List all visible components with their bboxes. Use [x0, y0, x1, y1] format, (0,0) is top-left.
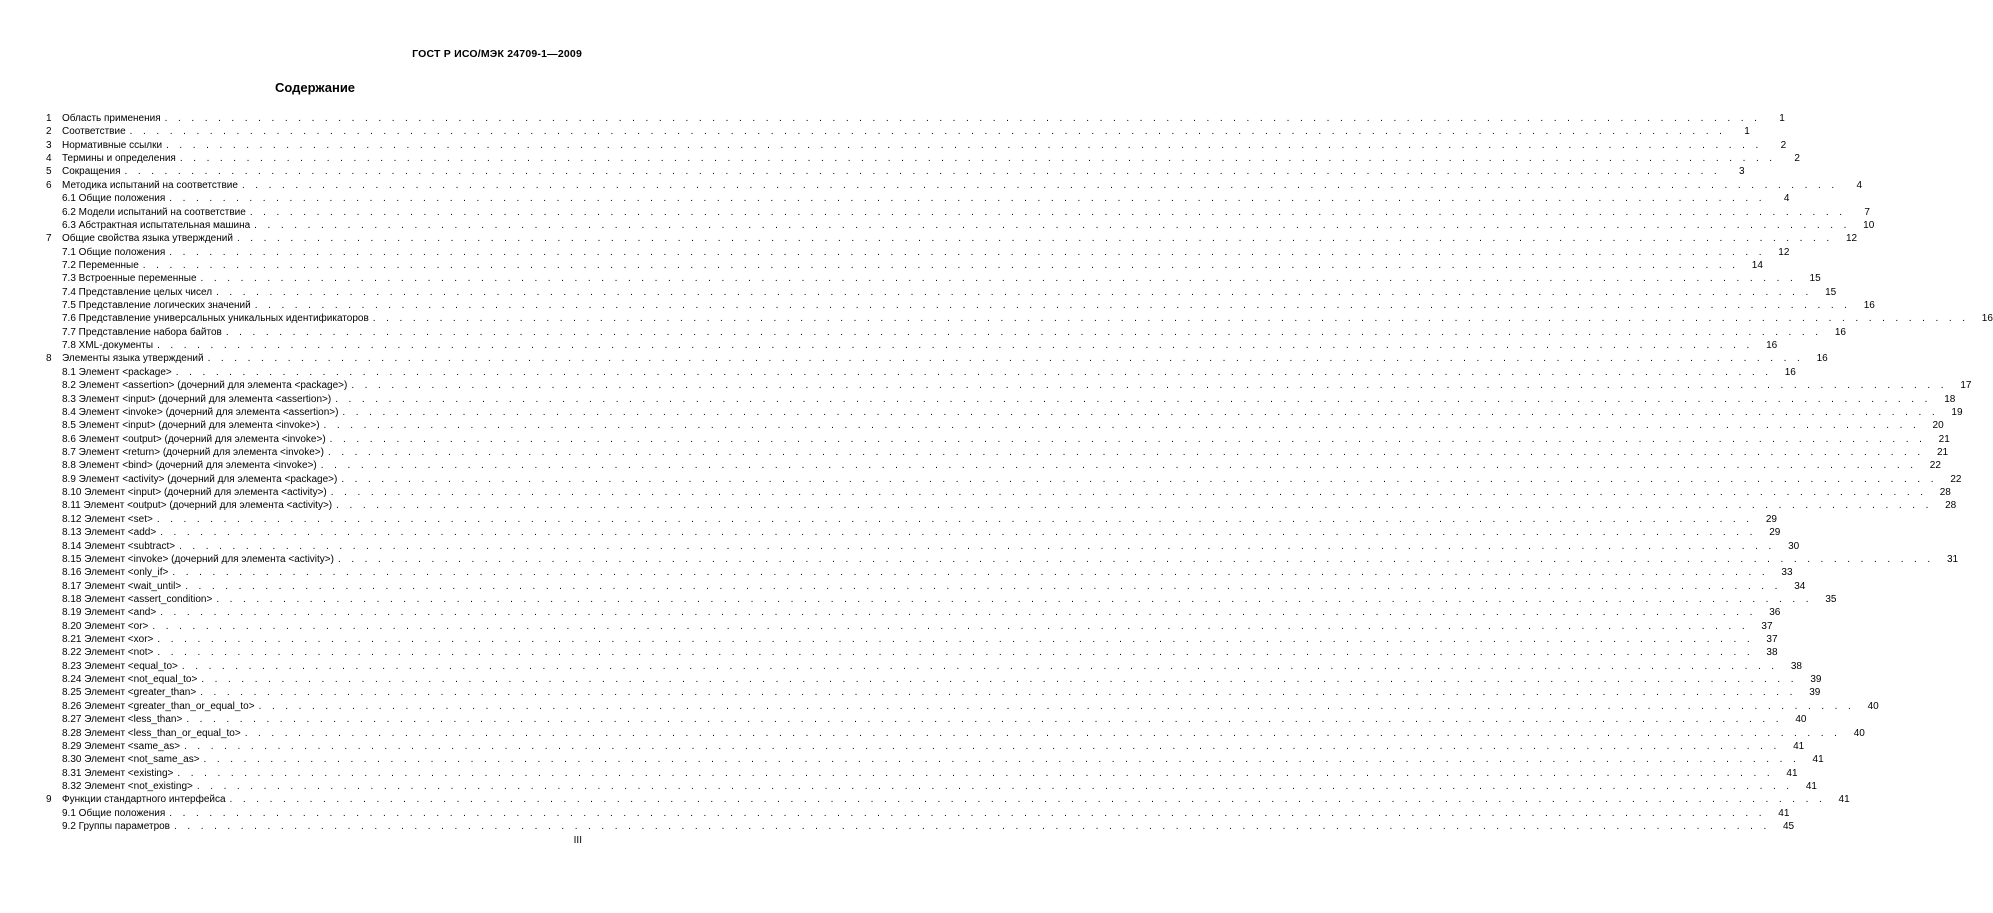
toc-entry-page: 16 — [1766, 340, 1778, 352]
dot-leader: . . . . . . . . . . . . . . . . . . . . . . . . . . . . . . . . . . . . . . . . . . . . . . . . . . . . . . . . . . . . . . . . . . . . . . . . . . . . . . . . . . . . . . . . . . . . . . . . . . . . . . . . . . . . . . . . . . . . . . . . — [172, 567, 1769, 579]
dot-leader: . . . . . . . . . . . . . . . . . . . . . . . . . . . . . . . . . . . . . . . . . . . . . . . . . . . . . . . . . . . . . . . . . . . . . . . . . . . . . . . . . . . . . . . . . . . . . . . . . . . . . . . . . . . . . . . . . . . . . . . . — [336, 500, 1933, 512]
toc-entry — [46, 433, 1950, 446]
toc-entry-number: 8 — [46, 353, 52, 365]
toc-entry — [46, 807, 1790, 820]
toc-entry — [46, 686, 1821, 699]
toc-entry-label: 7.6 Представление универсальных уникальных идентификаторов — [62, 313, 369, 325]
toc-entry — [46, 112, 1785, 125]
toc-entry-label: 8.16 Элемент <only_if> — [62, 567, 169, 579]
toc-entry-page: 39 — [1810, 674, 1822, 686]
toc-entry-page: 40 — [1795, 714, 1807, 726]
toc-entry — [46, 606, 1781, 619]
dot-leader: . . . . . . . . . . . . . . . . . . . . . . . . . . . . . . . . . . . . . . . . . . . . . . . . . . . . . . . . . . . . . . . . . . . . . . . . . . . . . . . . . . . . . . . . . . . . . . . . . . . . . . . . . . . . . . . . . . . . . . . . — [341, 473, 1938, 485]
dot-leader: . . . . . . . . . . . . . . . . . . . . . . . . . . . . . . . . . . . . . . . . . . . . . . . . . . . . . . . . . . . . . . . . . . . . . . . . . . . . . . . . . . . . . . . . . . . . . . . . . . . . . . . . . . . . . . . . . . . . . . . . — [184, 740, 1781, 752]
dot-leader: . . . . . . . . . . . . . . . . . . . . . . . . . . . . . . . . . . . . . . . . . . . . . . . . . . . . . . . . . . . . . . . . . . . . . . . . . . . . . . . . . . . . . . . . . . . . . . . . . . . . . . . . . . . . . . . . . . . . . . . . — [160, 607, 1757, 619]
toc-entry — [46, 232, 1858, 245]
toc-entry-label: 8.3 Элемент <input> (дочерний для элемента <assertion>) — [62, 393, 332, 405]
toc-entry-page: 29 — [1769, 527, 1781, 539]
toc-entry-page: 14 — [1751, 259, 1763, 271]
toc-entry-label: 8.17 Элемент <wait_until> — [62, 580, 182, 592]
page-title: Содержание — [274, 80, 356, 95]
toc-entry-page: 41 — [1805, 780, 1817, 792]
toc-entry-label: 8.1 Элемент <package> — [62, 366, 172, 378]
toc-entry-page: 12 — [1778, 246, 1790, 258]
toc-entry — [46, 820, 1795, 833]
toc-entry-label: 8.23 Элемент <equal_to> — [62, 660, 178, 672]
toc-entry-page: 1 — [1779, 113, 1785, 124]
toc-entry-label: 8.29 Элемент <same_as> — [62, 740, 181, 752]
toc-entry-page: 29 — [1765, 513, 1777, 525]
toc-entry-page: 16 — [1981, 313, 1993, 325]
toc-entry-number: 2 — [46, 126, 52, 138]
toc-entry — [46, 620, 1773, 633]
toc-entry-page: 4 — [1856, 179, 1863, 191]
dot-leader: . . . . . . . . . . . . . . . . . . . . . . . . . . . . . . . . . . . . . . . . . . . . . . . . . . . . . . . . . . . . . . . . . . . . . . . . . . . . . . . . . . . . . . . . . . . . . . . . . . . . . . . . . . . . . . . . . . . . . . . . — [207, 353, 1804, 365]
toc-entry-label: 8.5 Элемент <input> (дочерний для элемента <invoke>) — [62, 420, 320, 432]
toc-entry — [46, 286, 1837, 299]
dot-leader: . . . . . . . . . . . . . . . . . . . . . . . . . . . . . . . . . . . . . . . . . . . . . . . . . . . . . . . . . . . . . . . . . . . . . . . . . . . . . . . . . . . . . . . . . . . . . . . . . . . . . . . . . . . . . . . . . . . . . . . . — [323, 420, 1920, 432]
toc-entry-page: 19 — [1951, 406, 1963, 418]
toc-entry — [46, 673, 1822, 686]
page-number: III — [573, 835, 582, 846]
toc-entry-page: 17 — [1960, 380, 1972, 392]
toc-entry — [46, 139, 1787, 152]
toc-entry-page: 16 — [1784, 366, 1796, 378]
toc-entry-label: 8.15 Элемент <invoke> (дочерний для элемента <activity>) — [62, 553, 334, 565]
toc-entry — [46, 580, 1806, 593]
dot-leader: . . . . . . . . . . . . . . . . . . . . . . . . . . . . . . . . . . . . . . . . . . . . . . . . . . . . . . . . . . . . . . . . . . . . . . . . . . . . . . . . . . . . . . . . . . . . . . . . . . . . . . . . . . . . . . . . . . . . . . . . — [236, 233, 1834, 245]
toc-entry-page: 1 — [1744, 126, 1750, 138]
toc-entry — [46, 740, 1805, 753]
toc-entry-page: 41 — [1838, 794, 1850, 806]
dot-leader: . . . . . . . . . . . . . . . . . . . . . . . . . . . . . . . . . . . . . . . . . . . . . . . . . . . . . . . . . . . . . . . . . . . . . . . . . . . . . . . . . . . . . . . . . . . . . . . . . . . . . . . . . . . . . . . . . . . . . . . . — [152, 620, 1749, 632]
dot-leader: . . . . . . . . . . . . . . . . . . . . . . . . . . . . . . . . . . . . . . . . . . . . . . . . . . . . . . . . . . . . . . . . . . . . . . . . . . . . . . . . . . . . . . . . . . . . . . . . . . . . . . . . . . . . . . . . . . . . . . . . — [335, 393, 1932, 405]
toc-entry — [46, 419, 1944, 432]
toc-entry — [46, 473, 1962, 486]
dot-leader: . . . . . . . . . . . . . . . . . . . . . . . . . . . . . . . . . . . . . . . . . . . . . . . . . . . . . . . . . . . . . . . . . . . . . . . . . . . . . . . . . . . . . . . . . . . . . . . . . . . . . . . . . . . . . . . . . . . . . . . . — [330, 487, 1927, 499]
toc-entry-label: 8.4 Элемент <invoke> (дочерний для элемента <assertion>) — [62, 406, 339, 418]
toc-entry-page: 31 — [1946, 553, 1959, 565]
dot-leader: . . . . . . . . . . . . . . . . . . . . . . . . . . . . . . . . . . . . . . . . . . . . . . . . . . . . . . . . . . . . . . . . . . . . . . . . . . . . . . . . . . . . . . . . . . . . . . . . . . . . . . . . . . . . . . . . . . . . . . . . — [186, 714, 1783, 726]
toc-entry — [46, 793, 1850, 806]
dot-leader: . . . . . . . . . . . . . . . . . . . . . . . . . . . . . . . . . . . . . . . . . . . . . . . . . . . . . . . . . . . . . . . . . . . . . . . . . . . . . . . . . . . . . . . . . . . . . . . . . . . . . . . . . . . . . . . . . . . . . . . . — [216, 593, 1813, 605]
toc-entry-page: 38 — [1790, 660, 1802, 672]
toc-entry-page: 4 — [1783, 193, 1790, 205]
toc-entry-page: 41 — [1812, 754, 1824, 766]
toc-entry-label: Методика испытаний на соответствие — [62, 179, 238, 191]
dot-leader: . . . . . . . . . . . . . . . . . . . . . . . . . . . . . . . . . . . . . . . . . . . . . . . . . . . . . . . . . . . . . . . . . . . . . . . . . . . . . . . . . . . . . . . . . . . . . . . . . . . . . . . . . . . . . . . . . . . . . . . . — [225, 326, 1822, 338]
dot-leader: . . . . . . . . . . . . . . . . . . . . . . . . . . . . . . . . . . . . . . . . . . . . . . . . . . . . . . . . . . . . . . . . . . . . . . . . . . . . . . . . . . . . . . . . . . . . . . . . . . . . . . . . . . . . . . . . . . . . . . . . — [200, 273, 1797, 285]
toc-entry-label: 8.31 Элемент <existing> — [62, 767, 174, 779]
toc-entry-label: 8.14 Элемент <subtract> — [62, 540, 176, 552]
dot-leader: . . . . . . . . . . . . . . . . . . . . . . . . . . . . . . . . . . . . . . . . . . . . . . . . . . . . . . . . . . . . . . . . . . . . . . . . . . . . . . . . . . . . . . . . . . . . . . . . . . . . . . . . . . . . . . . . . . . . . . . . — [372, 313, 1969, 325]
toc-entry — [46, 499, 1957, 512]
toc-entry — [46, 727, 1865, 740]
toc-entry — [46, 339, 1778, 352]
toc-entry-label: 8.2 Элемент <assertion> (дочерний для элемента <package>) — [62, 380, 348, 392]
toc-entry — [46, 246, 1790, 259]
dot-leader: . . . . . . . . . . . . . . . . . . . . . . . . . . . . . . . . . . . . . . . . . . . . . . . . . . . . . . . . . . . . . . . . . . . . . . . . . . . . . . . . . . . . . . . . . . . . . . . . . . . . . . . . . . . . . . . . . . . . . . . . — [351, 380, 1948, 392]
toc-entry-label: 7.1 Общие положения — [62, 246, 166, 258]
dot-leader: . . . . . . . . . . . . . . . . . . . . . . . . . . . . . . . . . . . . . . . . . . . . . . . . . . . . . . . . . . . . . . . . . . . . . . . . . . . . . . . . . . . . . . . . . . . . . . . . . . . . . . . . . . . . . . . . . . . . . . . . — [181, 660, 1778, 672]
toc-entry-page: 16 — [1834, 326, 1846, 338]
dot-leader: . . . . . . . . . . . . . . . . . . . . . . . . . . . . . . . . . . . . . . . . . . . . . . . . . . . . . . . . . . . . . . . . . . . . . . . . . . . . . . . . . . . . . . . . . . . . . . . . . . . . . . . . . . . . . . . . . . . . . . . . — [156, 513, 1753, 525]
toc-entry-page: 7 — [1864, 206, 1870, 218]
toc-entry-label: 6.1 Общие положения — [62, 193, 166, 205]
dot-leader: . . . . . . . . . . . . . . . . . . . . . . . . . . . . . . . . . . . . . . . . . . . . . . . . . . . . . . . . . . . . . . . . . . . . . . . . . . . . . . . . . . . . . . . . . . . . . . . . . . . . . . . . . . . . . . . . . . . . . . . . — [142, 259, 1739, 271]
dot-leader: . . . . . . . . . . . . . . . . . . . . . . . . . . . . . . . . . . . . . . . . . . . . . . . . . . . . . . . . . . . . . . . . . . . . . . . . . . . . . . . . . . . . . . . . . . . . . . . . . . . . . . . . . . . . . . . . . . . . . . . . — [157, 634, 1754, 646]
toc-entry — [46, 780, 1817, 793]
toc-entry-page: 18 — [1944, 393, 1956, 405]
dot-leader: . . . . . . . . . . . . . . . . . . . . . . . . . . . . . . . . . . . . . . . . . . . . . . . . . . . . . . . . . . . . . . . . . . . . . . . . . . . . . . . . . . . . . . . . . . . . . . . . . . . . . . . . . . . . . . . . . . . . . . . . — [258, 700, 1855, 712]
toc-entry — [46, 660, 1802, 673]
toc-entry-page: 21 — [1938, 433, 1950, 445]
dot-leader: . . . . . . . . . . . . . . . . . . . . . . . . . . . . . . . . . . . . . . . . . . . . . . . . . . . . . . . . . . . . . . . . . . . . . . . . . . . . . . . . . . . . . . . . . . . . . . . . . . . . . . . . . . . . . . . . . . . . . . . . — [337, 553, 1935, 565]
toc-entry-label: 8.30 Элемент <not_same_as> — [62, 754, 200, 766]
toc-entry-label: 8.7 Элемент <return> (дочерний для элемента <invoke>) — [62, 446, 324, 458]
dot-leader: . . . . . . . . . . . . . . . . . . . . . . . . . . . . . . . . . . . . . . . . . . . . . . . . . . . . . . . . . . . . . . . . . . . . . . . . . . . . . . . . . . . . . . . . . . . . . . . . . . . . . . . . . . . . . . . . . . . . . . . . — [203, 754, 1800, 766]
dot-leader: . . . . . . . . . . . . . . . . . . . . . . . . . . . . . . . . . . . . . . . . . . . . . . . . . . . . . . . . . . . . . . . . . . . . . . . . . . . . . . . . . . . . . . . . . . . . . . . . . . . . . . . . . . . . . . . . . . . . . . . . — [124, 166, 1721, 178]
toc-entry-page: 30 — [1788, 540, 1800, 552]
toc-entry-page: 37 — [1766, 634, 1778, 646]
toc-entry-label: Область применения — [62, 113, 161, 124]
toc-entry — [46, 152, 1800, 165]
toc-entry — [46, 219, 1875, 232]
toc-entry-label: 8.8 Элемент <bind> (дочерний для элемента <invoke>) — [62, 460, 317, 472]
toc-entry — [46, 526, 1781, 539]
toc-entry-label: 7.8 XML-документы — [62, 340, 154, 352]
toc-entry — [46, 540, 1800, 553]
toc-entry-page: 41 — [1778, 807, 1790, 819]
dot-leader: . . . . . . . . . . . . . . . . . . . . . . . . . . . . . . . . . . . . . . . . . . . . . . . . . . . . . . . . . . . . . . . . . . . . . . . . . . . . . . . . . . . . . . . . . . . . . . . . . . . . . . . . . . . . . . . . . . . . . . . . — [327, 446, 1925, 458]
toc-entry — [46, 206, 1870, 219]
toc-entry — [46, 486, 1951, 499]
toc-entry — [46, 179, 1863, 192]
dot-leader: . . . . . . . . . . . . . . . . . . . . . . . . . . . . . . . . . . . . . . . . . . . . . . . . . . . . . . . . . . . . . . . . . . . . . . . . . . . . . . . . . . . . . . . . . . . . . . . . . . . . . . . . . . . . . . . . . . . . . . . . — [329, 433, 1926, 445]
toc-entry-label: 9.1 Общие положения — [62, 807, 166, 819]
dot-leader: . . . . . . . . . . . . . . . . . . . . . . . . . . . . . . . . . . . . . . . . . . . . . . . . . . . . . . . . . . . . . . . . . . . . . . . . . . . . . . . . . . . . . . . . . . . . . . . . . . . . . . . . . . . . . . . . . . . . . . . . — [185, 580, 1782, 592]
toc-entry-page: 45 — [1783, 821, 1795, 833]
toc-entry-page: 28 — [1945, 500, 1957, 512]
dot-leader: . . . . . . . . . . . . . . . . . . . . . . . . . . . . . . . . . . . . . . . . . . . . . . . . . . . . . . . . . . . . . . . . . . . . . . . . . . . . . . . . . . . . . . . . . . . . . . . . . . . . . . . . . . . . . . . . . . . . . . . . — [244, 727, 1841, 739]
toc-entry-page: 41 — [1786, 767, 1798, 779]
toc-entry-number: 4 — [46, 153, 52, 165]
toc-entry-label: 7.5 Представление логических значений — [62, 300, 251, 312]
toc-entry-label: 8.28 Элемент <less_than_or_equal_to> — [62, 727, 241, 739]
dot-leader: . . . . . . . . . . . . . . . . . . . . . . . . . . . . . . . . . . . . . . . . . . . . . . . . . . . . . . . . . . . . . . . . . . . . . . . . . . . . . . . . . . . . . . . . . . . . . . . . . . . . . . . . . . . . . . . . . . . . . . . . — [160, 527, 1757, 539]
toc-entry-label: 8.32 Элемент <not_existing> — [62, 780, 193, 792]
toc-entry — [46, 553, 1959, 566]
toc-entry — [46, 326, 1846, 339]
toc-entry — [46, 165, 1745, 178]
toc-entry — [46, 406, 1963, 419]
toc-entry-page: 15 — [1809, 273, 1821, 285]
toc-entry-page: 3 — [1739, 166, 1745, 178]
dot-leader: . . . . . . . . . . . . . . . . . . . . . . . . . . . . . . . . . . . . . . . . . . . . . . . . . . . . . . . . . . . . . . . . . . . . . . . . . . . . . . . . . . . . . . . . . . . . . . . . . . . . . . . . . . . . . . . . . . . . . . . . — [175, 366, 1772, 378]
toc-entry — [46, 513, 1777, 526]
toc-entry-page: 37 — [1761, 620, 1773, 632]
toc-entry-label: 8.22 Элемент <not> — [62, 647, 154, 659]
toc-entry-label: Нормативные ссылки — [62, 139, 163, 151]
toc-entry-label: 7.4 Представление целых чисел — [62, 286, 213, 298]
dot-leader: . . . . . . . . . . . . . . . . . . . . . . . . . . . . . . . . . . . . . . . . . . . . . . . . . . . . . . . . . . . . . . . . . . . . . . . . . . . . . . . . . . . . . . . . . . . . . . . . . . . . . . . . . . . . . . . . . . . . . . . . — [229, 794, 1826, 806]
toc-entry-label: 6.3 Абстрактная испытательная машина — [62, 219, 251, 231]
toc-entry-label: 8.6 Элемент <output> (дочерний для элемента <invoke>) — [62, 433, 326, 445]
toc-entry-label: Функции стандартного интерфейса — [62, 794, 226, 806]
toc-entry-number: 3 — [46, 139, 52, 151]
toc-entry-label: Термины и определения — [62, 153, 176, 165]
toc-entry — [46, 767, 1798, 780]
dot-leader: . . . . . . . . . . . . . . . . . . . . . . . . . . . . . . . . . . . . . . . . . . . . . . . . . . . . . . . . . . . . . . . . . . . . . . . . . . . . . . . . . . . . . . . . . . . . . . . . . . . . . . . . . . . . . . . . . . . . . . . . — [201, 674, 1798, 686]
toc-entry-label: 8.24 Элемент <not_equal_to> — [62, 674, 198, 686]
toc-entry-page: 16 — [1816, 353, 1828, 365]
toc-entry-label: 8.26 Элемент <greater_than_or_equal_to> — [62, 700, 255, 712]
toc-entry-page: 38 — [1766, 647, 1778, 659]
toc-entry-number: 9 — [46, 794, 52, 806]
toc-entry — [46, 753, 1824, 766]
toc-entry — [46, 566, 1793, 579]
toc-entry-label: Элементы языка утверждений — [62, 353, 204, 365]
toc-entry — [46, 312, 1993, 325]
toc-entry — [46, 299, 1875, 312]
toc-entry-page: 10 — [1863, 219, 1875, 231]
toc-entry-page: 15 — [1825, 286, 1837, 298]
toc-entry — [46, 633, 1778, 646]
dot-leader: . . . . . . . . . . . . . . . . . . . . . . . . . . . . . . . . . . . . . . . . . . . . . . . . . . . . . . . . . . . . . . . . . . . . . . . . . . . . . . . . . . . . . . . . . . . . . . . . . . . . . . . . . . . . . . . . . . . . . . . . — [320, 460, 1917, 472]
toc-entry-number: 5 — [46, 166, 52, 178]
table-of-contents — [46, 112, 1993, 833]
toc-entry-page: 16 — [1863, 300, 1875, 312]
toc-entry-page: 22 — [1950, 473, 1962, 485]
dot-leader: . . . . . . . . . . . . . . . . . . . . . . . . . . . . . . . . . . . . . . . . . . . . . . . . . . . . . . . . . . . . . . . . . . . . . . . . . . . . . . . . . . . . . . . . . . . . . . . . . . . . . . . . . . . . . . . . . . . . . . . . — [129, 126, 1726, 138]
toc-entry-label: 8.25 Элемент <greater_than> — [62, 687, 197, 699]
toc-entry-label: 8.12 Элемент <set> — [62, 513, 153, 525]
toc-entry-label: Соответствие — [62, 126, 126, 138]
dot-leader: . . . . . . . . . . . . . . . . . . . . . . . . . . . . . . . . . . . . . . . . . . . . . . . . . . . . . . . . . . . . . . . . . . . . . . . . . . . . . . . . . . . . . . . . . . . . . . . . . . . . . . . . . . . . . . . . . . . . . . . . — [169, 807, 1766, 819]
toc-entry-page: 33 — [1781, 567, 1793, 579]
toc-entry-label: 7.2 Переменные — [62, 259, 139, 271]
dot-leader: . . . . . . . . . . . . . . . . . . . . . . . . . . . . . . . . . . . . . . . . . . . . . . . . . . . . . . . . . . . . . . . . . . . . . . . . . . . . . . . . . . . . . . . . . . . . . . . . . . . . . . . . . . . . . . . . . . . . . . . . — [254, 300, 1851, 312]
toc-entry-page: 34 — [1794, 580, 1806, 592]
toc-entry — [46, 352, 1828, 365]
toc-entry-page: 2 — [1780, 139, 1787, 151]
toc-entry-label: Сокращения — [62, 166, 121, 178]
toc-entry — [46, 459, 1941, 472]
dot-leader: . . . . . . . . . . . . . . . . . . . . . . . . . . . . . . . . . . . . . . . . . . . . . . . . . . . . . . . . . . . . . . . . . . . . . . . . . . . . . . . . . . . . . . . . . . . . . . . . . . . . . . . . . . . . . . . . . . . . . . . . — [169, 246, 1766, 258]
toc-entry-page: 2 — [1794, 153, 1800, 165]
toc-entry — [46, 700, 1879, 713]
toc-entry-page: 21 — [1936, 446, 1949, 458]
toc-entry-label: 8.10 Элемент <input> (дочерний для элемента <activity>) — [62, 487, 327, 499]
dot-leader: . . . . . . . . . . . . . . . . . . . . . . . . . . . . . . . . . . . . . . . . . . . . . . . . . . . . . . . . . . . . . . . . . . . . . . . . . . . . . . . . . . . . . . . . . . . . . . . . . . . . . . . . . . . . . . . . . . . . . . . . — [174, 821, 1771, 833]
toc-entry-label: 6.2 Модели испытаний на соответствие — [62, 206, 246, 218]
dot-leader: . . . . . . . . . . . . . . . . . . . . . . . . . . . . . . . . . . . . . . . . . . . . . . . . . . . . . . . . . . . . . . . . . . . . . . . . . . . . . . . . . . . . . . . . . . . . . . . . . . . . . . . . . . . . . . . . . . . . . . . . — [179, 153, 1776, 165]
toc-entry-page: 36 — [1769, 607, 1781, 619]
dot-leader: . . . . . . . . . . . . . . . . . . . . . . . . . . . . . . . . . . . . . . . . . . . . . . . . . . . . . . . . . . . . . . . . . . . . . . . . . . . . . . . . . . . . . . . . . . . . . . . . . . . . . . . . . . . . . . . . . . . . . . . . — [249, 206, 1846, 218]
toc-entry-label: 8.13 Элемент <add> — [62, 527, 157, 539]
dot-leader: . . . . . . . . . . . . . . . . . . . . . . . . . . . . . . . . . . . . . . . . . . . . . . . . . . . . . . . . . . . . . . . . . . . . . . . . . . . . . . . . . . . . . . . . . . . . . . . . . . . . . . . . . . . . . . . . . . . . . . . . — [157, 340, 1754, 352]
toc-entry-page: 40 — [1867, 700, 1879, 712]
toc-entry — [46, 393, 1956, 406]
dot-leader: . . . . . . . . . . . . . . . . . . . . . . . . . . . . . . . . . . . . . . . . . . . . . . . . . . . . . . . . . . . . . . . . . . . . . . . . . . . . . . . . . . . . . . . . . . . . . . . . . . . . . . . . . . . . . . . . . . . . . . . . — [216, 286, 1813, 298]
toc-entry-label: 9.2 Группы параметров — [62, 821, 170, 833]
toc-entry — [46, 192, 1790, 205]
dot-leader: . . . . . . . . . . . . . . . . . . . . . . . . . . . . . . . . . . . . . . . . . . . . . . . . . . . . . . . . . . . . . . . . . . . . . . . . . . . . . . . . . . . . . . . . . . . . . . . . . . . . . . . . . . . . . . . . . . . . . . . . — [200, 687, 1797, 699]
toc-entry-page: 28 — [1939, 487, 1951, 499]
toc-entry-label: 7.7 Представление набора байтов — [62, 326, 222, 338]
toc-entry-label: 8.21 Элемент <xor> — [62, 634, 154, 646]
toc-entry-label: 8.20 Элемент <or> — [62, 620, 149, 632]
toc-entry-label: 8.18 Элемент <assert_condition> — [62, 593, 213, 605]
dot-leader: . . . . . . . . . . . . . . . . . . . . . . . . . . . . . . . . . . . . . . . . . . . . . . . . . . . . . . . . . . . . . . . . . . . . . . . . . . . . . . . . . . . . . . . . . . . . . . . . . . . . . . . . . . . . . . . . . . . . . . . . — [164, 113, 1761, 124]
toc-entry — [46, 593, 1837, 606]
toc-entry-page: 35 — [1825, 593, 1837, 605]
document-header: ГОСТ Р ИСО/МЭК 24709-1—2009 — [412, 48, 582, 60]
toc-entry — [46, 379, 1972, 392]
toc-entry-number: 6 — [46, 179, 52, 191]
toc-entry — [46, 646, 1778, 659]
toc-entry-label: 8.9 Элемент <activity> (дочерний для элемента <package>) — [62, 473, 338, 485]
dot-leader: . . . . . . . . . . . . . . . . . . . . . . . . . . . . . . . . . . . . . . . . . . . . . . . . . . . . . . . . . . . . . . . . . . . . . . . . . . . . . . . . . . . . . . . . . . . . . . . . . . . . . . . . . . . . . . . . . . . . . . . . — [166, 139, 1763, 151]
toc-entry-label: Общие свойства языка утверждений — [62, 233, 233, 245]
toc-entry-page: 22 — [1929, 460, 1941, 472]
toc-entry-page: 12 — [1845, 233, 1858, 245]
toc-entry-page: 40 — [1853, 727, 1865, 739]
toc-entry — [46, 272, 1821, 285]
dot-leader: . . . . . . . . . . . . . . . . . . . . . . . . . . . . . . . . . . . . . . . . . . . . . . . . . . . . . . . . . . . . . . . . . . . . . . . . . . . . . . . . . . . . . . . . . . . . . . . . . . . . . . . . . . . . . . . . . . . . . . . . — [196, 780, 1793, 792]
dot-leader: . . . . . . . . . . . . . . . . . . . . . . . . . . . . . . . . . . . . . . . . . . . . . . . . . . . . . . . . . . . . . . . . . . . . . . . . . . . . . . . . . . . . . . . . . . . . . . . . . . . . . . . . . . . . . . . . . . . . . . . . — [169, 193, 1766, 205]
toc-entry — [46, 446, 1949, 459]
toc-entry-label: 8.27 Элемент <less_than> — [62, 714, 183, 726]
toc-entry-label: 8.19 Элемент <and> — [62, 607, 157, 619]
toc-entry-page: 39 — [1809, 687, 1821, 699]
dot-leader: . . . . . . . . . . . . . . . . . . . . . . . . . . . . . . . . . . . . . . . . . . . . . . . . . . . . . . . . . . . . . . . . . . . . . . . . . . . . . . . . . . . . . . . . . . . . . . . . . . . . . . . . . . . . . . . . . . . . . . . . — [342, 406, 1939, 418]
toc-entry-number: 7 — [46, 233, 52, 245]
toc-entry — [46, 713, 1807, 726]
toc-entry-label: 8.11 Элемент <output> (дочерний для элемента <activity>) — [62, 500, 333, 512]
dot-leader: . . . . . . . . . . . . . . . . . . . . . . . . . . . . . . . . . . . . . . . . . . . . . . . . . . . . . . . . . . . . . . . . . . . . . . . . . . . . . . . . . . . . . . . . . . . . . . . . . . . . . . . . . . . . . . . . . . . . . . . . — [241, 179, 1839, 191]
dot-leader: . . . . . . . . . . . . . . . . . . . . . . . . . . . . . . . . . . . . . . . . . . . . . . . . . . . . . . . . . . . . . . . . . . . . . . . . . . . . . . . . . . . . . . . . . . . . . . . . . . . . . . . . . . . . . . . . . . . . . . . . — [157, 647, 1754, 659]
toc-entry — [46, 366, 1796, 379]
toc-entry-number: 1 — [46, 113, 52, 124]
dot-leader: . . . . . . . . . . . . . . . . . . . . . . . . . . . . . . . . . . . . . . . . . . . . . . . . . . . . . . . . . . . . . . . . . . . . . . . . . . . . . . . . . . . . . . . . . . . . . . . . . . . . . . . . . . . . . . . . . . . . . . . . — [177, 767, 1774, 779]
toc-entry — [46, 259, 1763, 272]
toc-entry-label: 7.3 Встроенные переменные — [62, 273, 197, 285]
toc-entry — [46, 125, 1750, 138]
dot-leader: . . . . . . . . . . . . . . . . . . . . . . . . . . . . . . . . . . . . . . . . . . . . . . . . . . . . . . . . . . . . . . . . . . . . . . . . . . . . . . . . . . . . . . . . . . . . . . . . . . . . . . . . . . . . . . . . . . . . . . . . — [254, 219, 1851, 231]
toc-entry-page: 41 — [1793, 740, 1805, 752]
dot-leader: . . . . . . . . . . . . . . . . . . . . . . . . . . . . . . . . . . . . . . . . . . . . . . . . . . . . . . . . . . . . . . . . . . . . . . . . . . . . . . . . . . . . . . . . . . . . . . . . . . . . . . . . . . . . . . . . . . . . . . . . — [179, 540, 1776, 552]
toc-entry-page: 20 — [1932, 420, 1944, 432]
